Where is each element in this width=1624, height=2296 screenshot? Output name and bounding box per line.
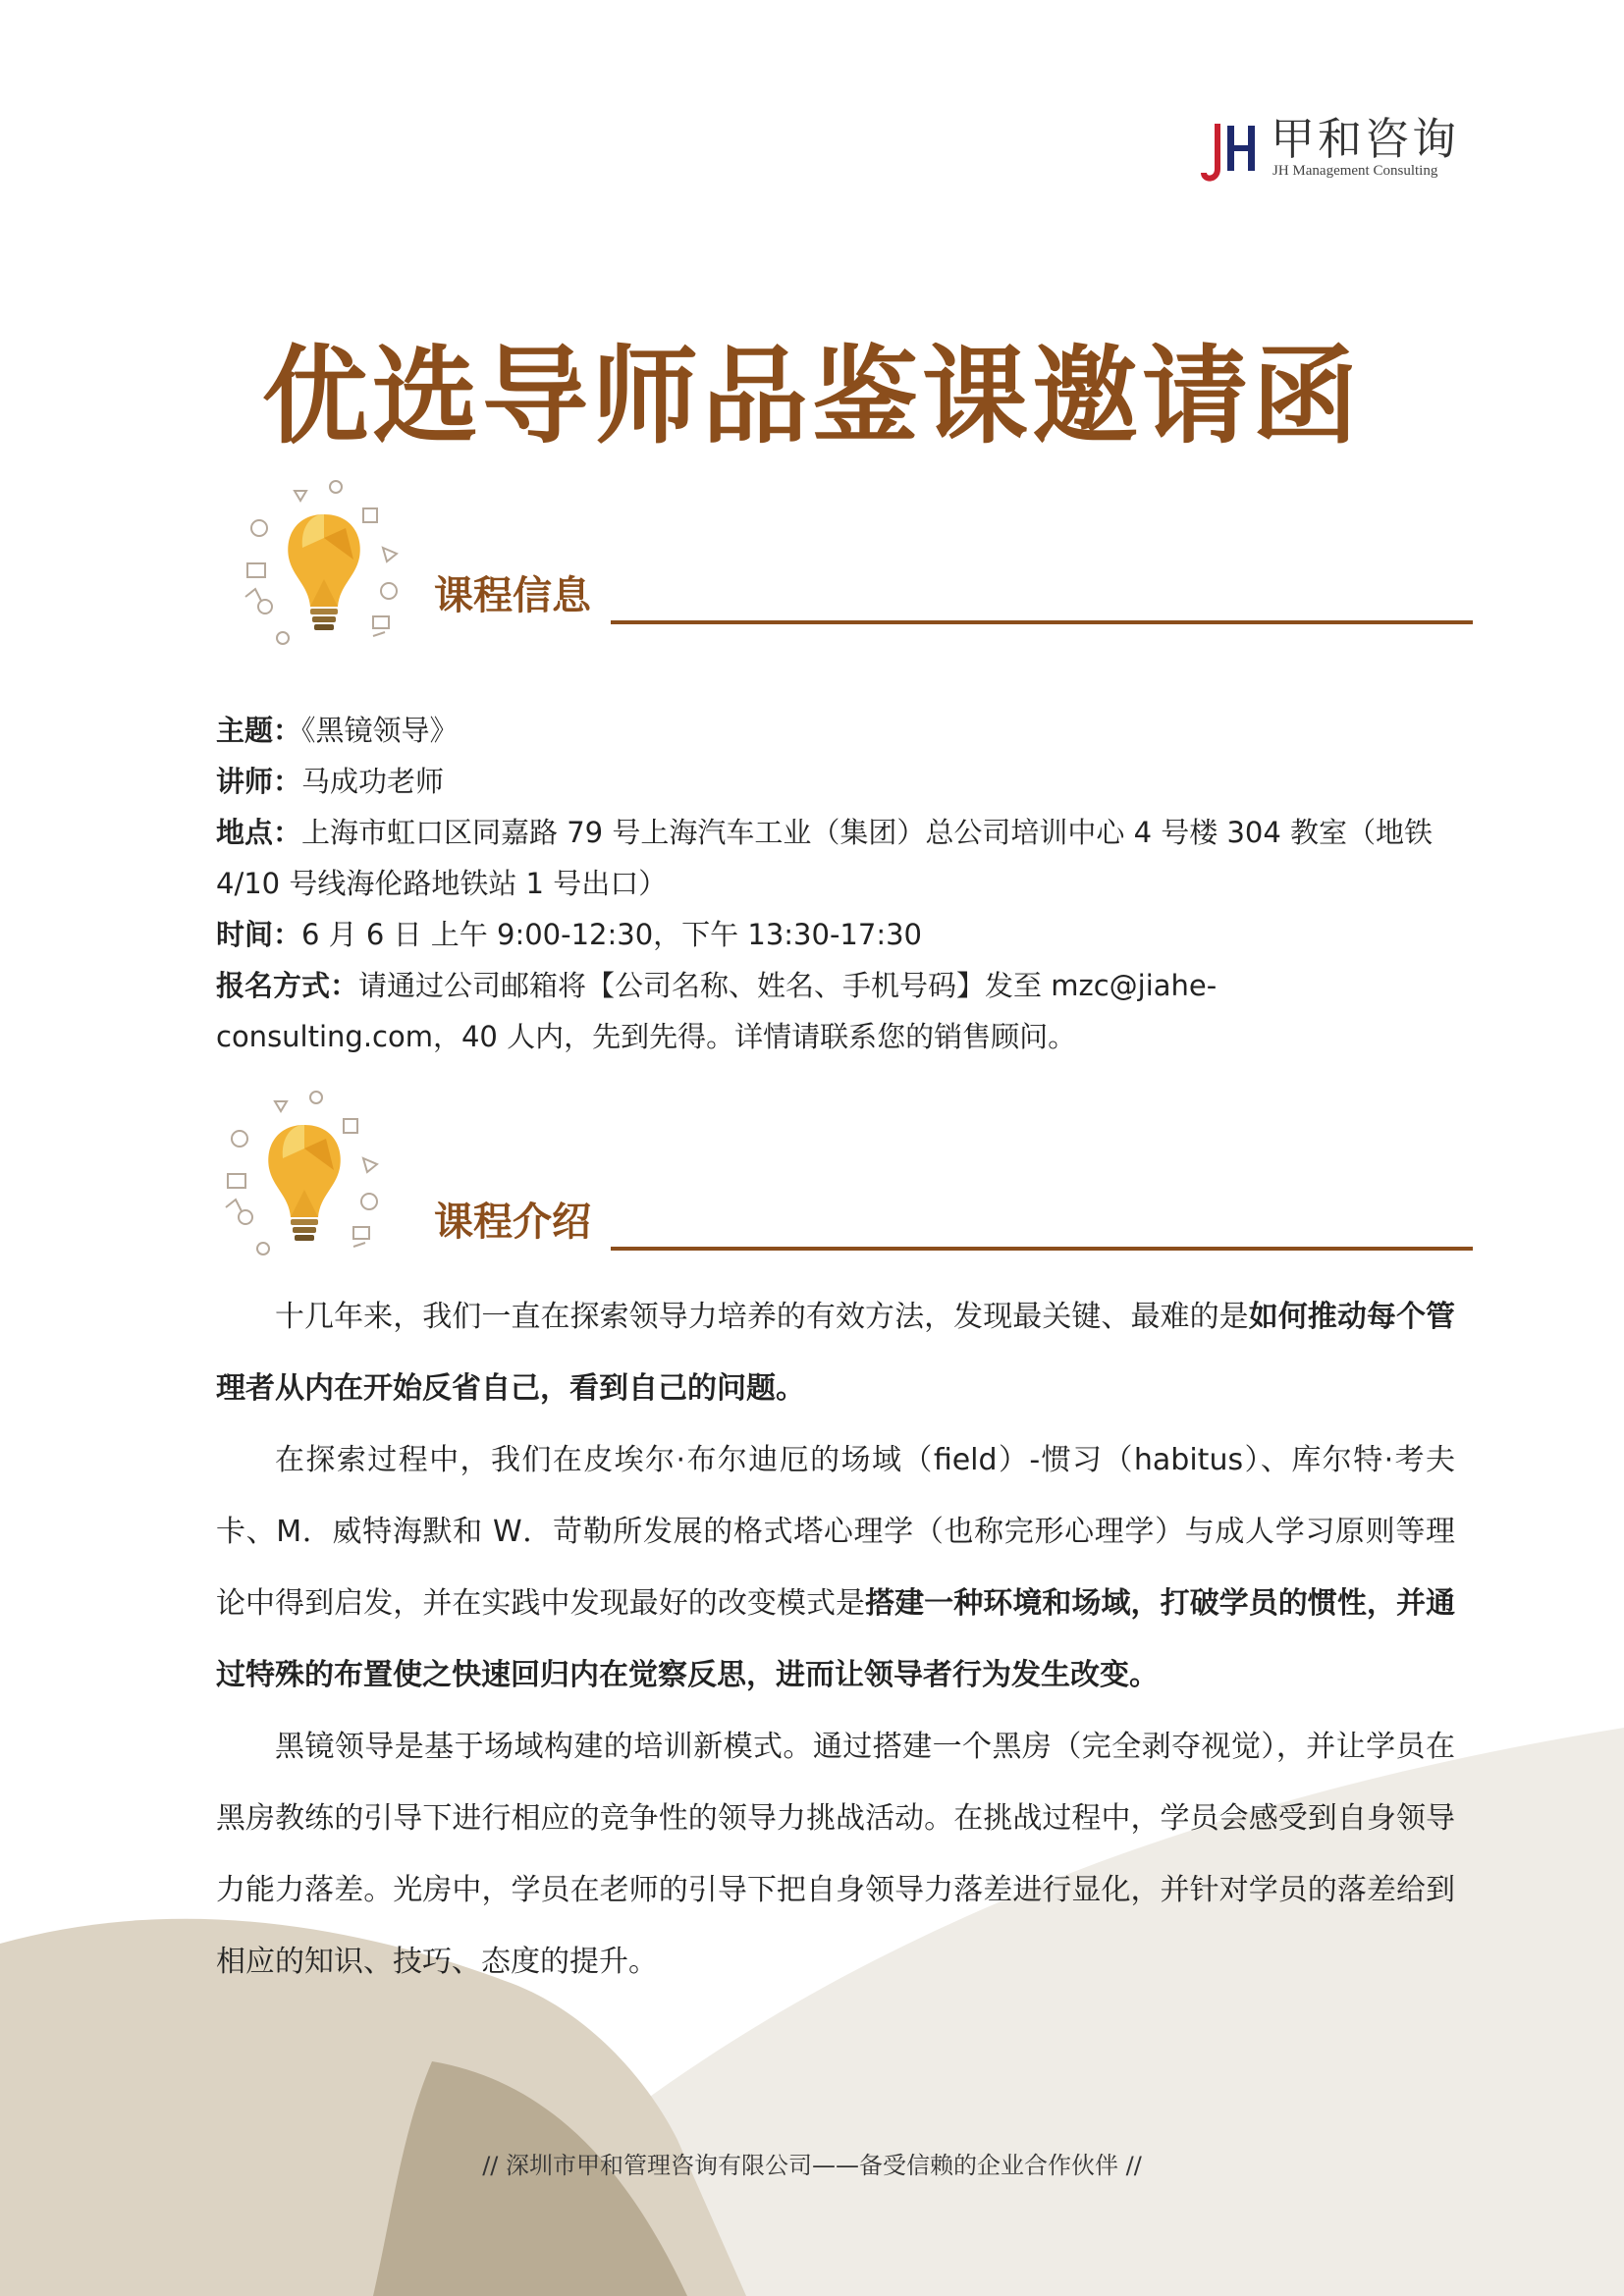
company-logo [1200,113,1460,187]
course-intro [216,1281,1455,1998]
section-title-course-intro: 课程介绍 [434,1200,591,1245]
section-title-course-info: 课程信息 [434,573,591,618]
intro-text: 在探索过程中，我们在皮埃尔·布尔迪厄的场域（field）-惯习（habitus）、库尔特·考夫卡、M．威特海默和 W．苛勒所发展的格式塔心理学（也称完形心理学）与成人学习原则等理论中得到启发，并在实践中发现最好的改变模式是 [216,1443,1455,1621]
intro-text: 黑镜领导是基于场域构建的培训新模式。通过搭建一个黑房（完全剥夺视觉），并让学员在黑房教练的引导下进行相应的竞争性的领导力挑战活动。在挑战过程中，学员会感受到自身领导力能力落差。光房中，学员在老师的引导下把自身领导力落差进行显化，并针对学员的落差给到相应的知识、技巧、态度的提升。 [216,1730,1455,1979]
intro-bold-text: 如何推动每个管理者从内在开始反省自己，看到自己的问题。 [216,1300,1456,1406]
course-info [216,705,1453,1062]
info-value: 《黑镜领导》 [301,714,459,747]
info-instructor [216,756,1453,807]
info-value: 请通过公司邮箱将【公司名称、姓名、手机号码】发至 mzc@jiahe-consulting.com，40 人内，先到先得。详情请联系您的销售顾问。 [216,969,1218,1053]
section-divider [611,1247,1473,1251]
footer-tagline: // 深圳市甲和管理咨询有限公司——备受信赖的企业合作伙伴 // [482,2152,1142,2179]
logo-name-cn: 甲和咨询 [1271,113,1460,165]
intro-paragraph-2 [216,1424,1455,1711]
info-registration [216,960,1453,1062]
section-header-course-info [226,469,1473,666]
info-value: 6 月 6 日 上午 9:00-12:30，下午 13:30-17:30 [301,918,922,951]
lightbulb-icon [226,469,422,666]
info-label: 主题： [216,714,302,747]
lightbulb-icon [206,1080,403,1276]
logo-name-en: JH Management Consulting [1272,163,1438,179]
intro-paragraph-3 [216,1711,1455,1998]
section-header-course-intro [206,1080,1473,1276]
jh-logo-mark-icon [1200,118,1261,183]
info-topic [216,705,1453,756]
info-location [216,807,1453,909]
info-label: 地点： [216,816,302,849]
info-value: 马成功老师 [301,765,445,798]
info-time [216,909,1453,960]
info-label: 讲师： [216,765,302,798]
info-label: 时间： [216,918,302,951]
info-label: 报名方式： [216,969,359,1002]
intro-text: 十几年来，我们一直在探索领导力培养的有效方法，发现最关键、最难的是 [275,1300,1249,1334]
intro-bold-text: 搭建一种环境和场域，打破学员的惯性，并通过特殊的布置使之快速回归内在觉察反思，进而让领导者行为发生改变。 [216,1586,1456,1692]
page-title: 优选导师品鉴课邀请函 [261,336,1362,458]
section-divider [611,620,1473,624]
info-value: 上海市虹口区同嘉路 79 号上海汽车工业（集团）总公司培训中心 4 号楼 304 教室（地铁 4/10 号线海伦路地铁站 1 号出口） [216,816,1434,900]
intro-paragraph-1 [216,1281,1455,1424]
